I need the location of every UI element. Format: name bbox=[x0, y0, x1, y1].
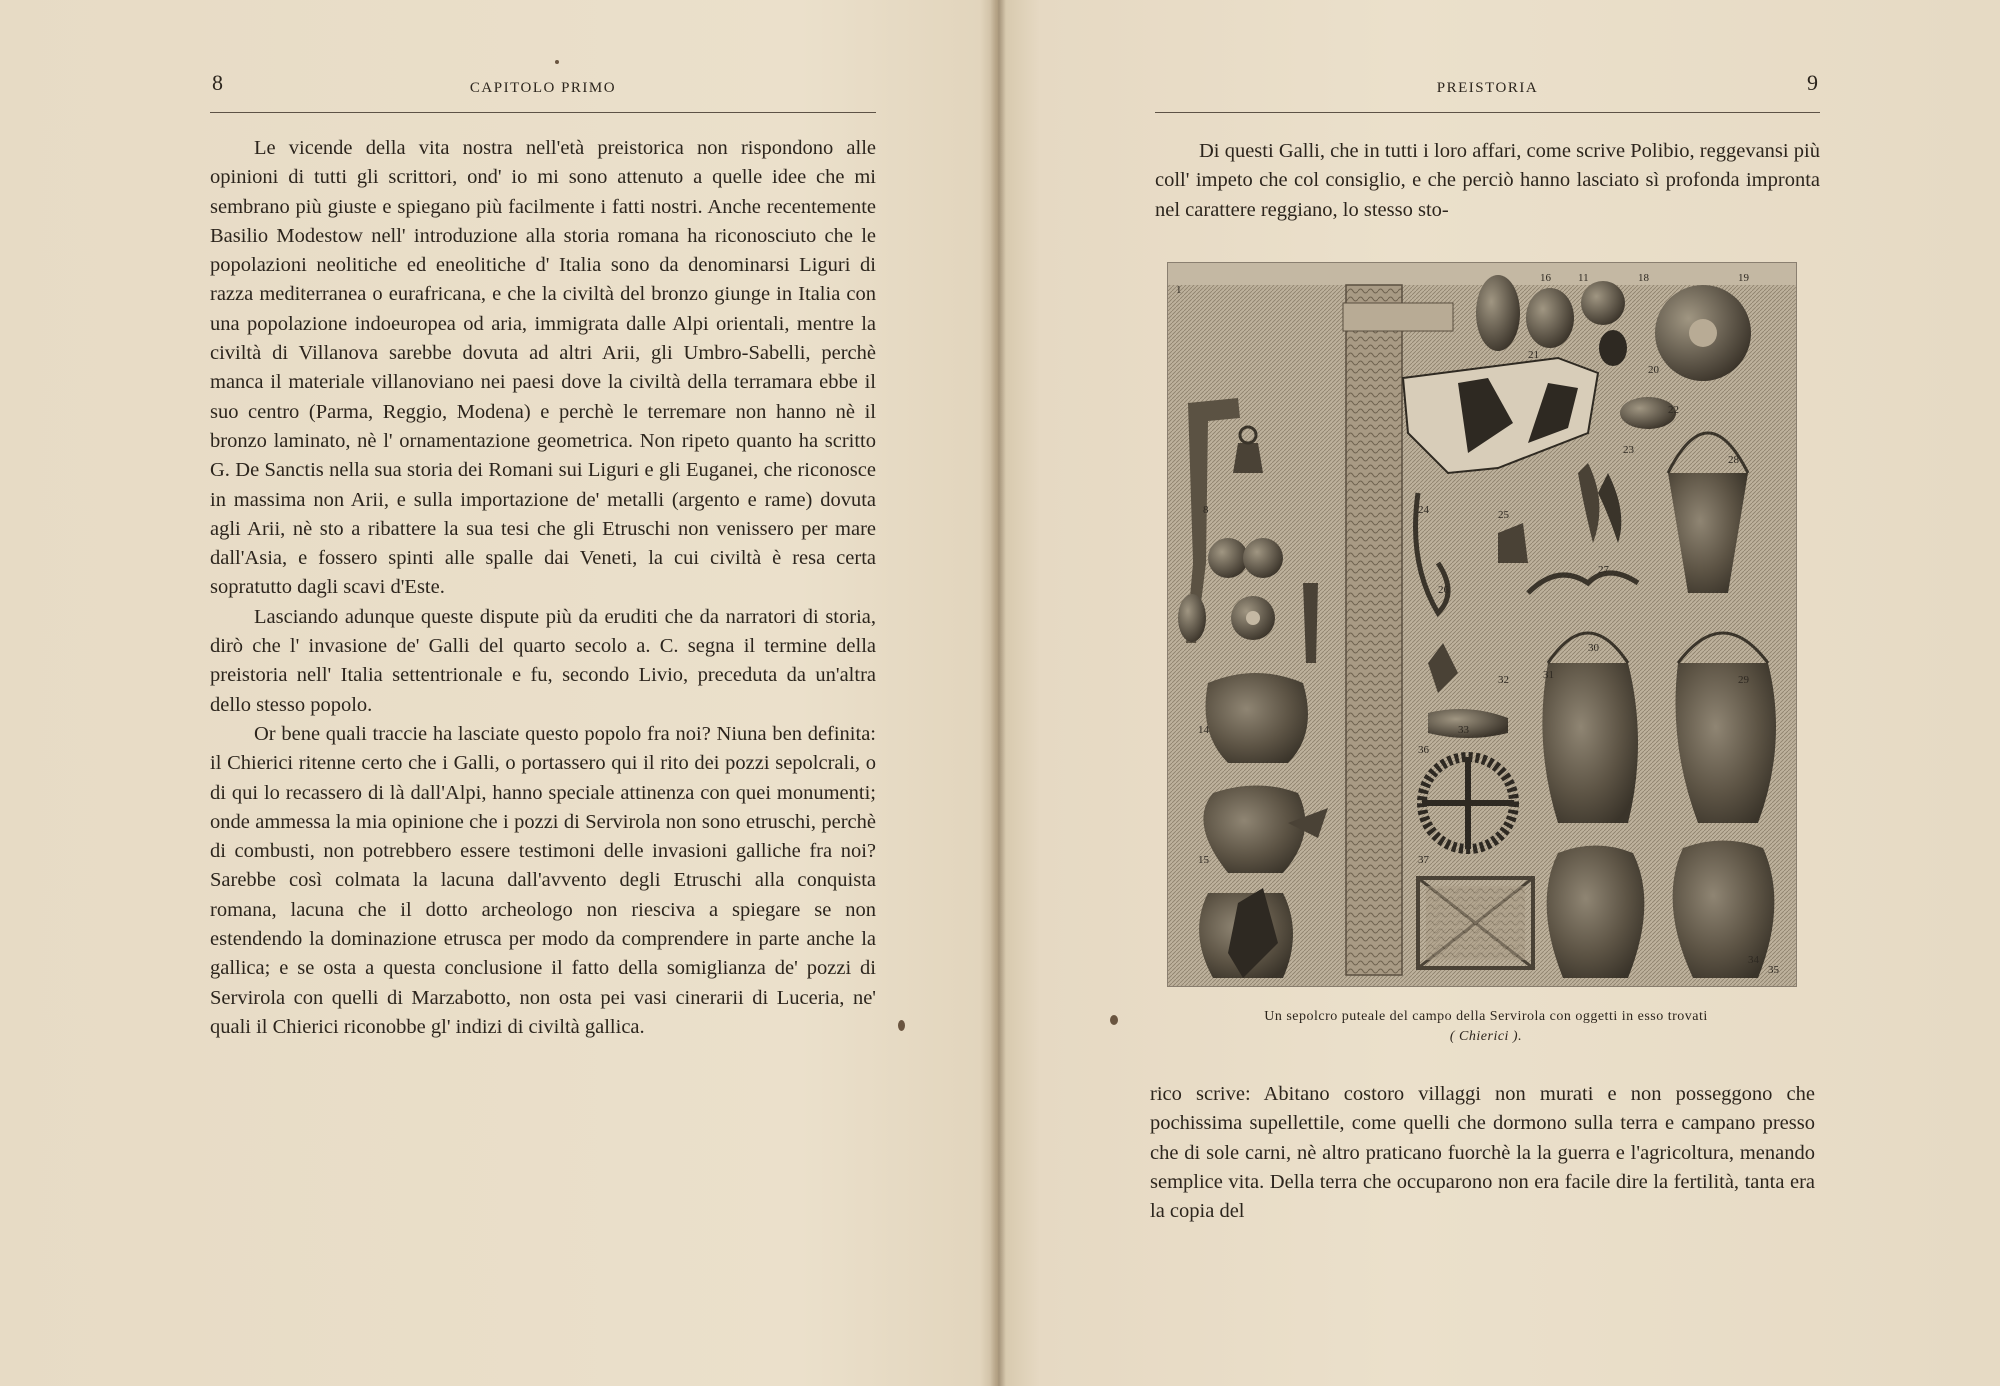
figure-number-label: 22 bbox=[1668, 404, 1679, 416]
artifact-illustration bbox=[1168, 263, 1796, 986]
figure-number-label: 29 bbox=[1738, 674, 1749, 686]
figure-number-label: 16 bbox=[1540, 272, 1551, 284]
figure-plate bbox=[1167, 262, 1797, 987]
figure-number-label: 35 bbox=[1768, 964, 1779, 976]
figure-number-label: 1 bbox=[1176, 284, 1182, 296]
figure-number-label: 32 bbox=[1498, 674, 1509, 686]
figure-number-label: 18 bbox=[1638, 272, 1649, 284]
figure-number-label: 30 bbox=[1588, 642, 1599, 654]
figure-number-label: 36 bbox=[1418, 744, 1429, 756]
figure-number-label: 19 bbox=[1738, 272, 1749, 284]
paragraph: Lasciando adunque queste dispute più da eruditi che da narratori di storia, dirò che l' invasione de' Galli del quarto secolo a. C. segna il termine della preistoria nell' Italia settentrionale e fu, secondo Livio, preceduta da un'altra dello stesso popolo. bbox=[210, 605, 876, 716]
paragraph: Or bene quali traccie ha lasciate questo popolo fra noi? Niuna ben definita: il Chierici ritenne certo che i Galli, o portassero qui il rito dei pozzi sepolcrali, o di qui lo recassero di là dall'Alpi, hanno speciale attinenza con quei monumenti; onde ammessa la mia opinione che i pozzi di Servirola non sono etruschi, perchè di combusti, non potrebbero essere testimoni delle invasioni galliche fra noi? Sarebbe così colmata la lacuna dall'avvento degli Etruschi alla conquista romana, lacuna che il dotto archeologo non riesciva a spiegare se non estendendo la dominazione etrusca per modo da comprendere in parte anche la gallica; e se osta a questa conclusione il fatto della somiglianza de' pozzi di Servirola con quelli di Marzabotto, non osta pei vasi cinerarii di Luceria, ne' quali il Chierici riconobbe gl' indizi di civiltà gallica. bbox=[210, 722, 876, 1038]
running-head: PREISTORIA bbox=[1436, 80, 1539, 96]
figure-number-label: 31 bbox=[1543, 669, 1554, 681]
figure-number-label: 24 bbox=[1418, 504, 1429, 516]
figure-number-label: 26 bbox=[1438, 584, 1449, 596]
figure-number-label: 33 bbox=[1458, 724, 1469, 736]
figure-number-label: 28 bbox=[1728, 454, 1739, 466]
figure-number-label: 11 bbox=[1578, 272, 1589, 284]
paper-speck bbox=[1110, 1015, 1118, 1025]
right-page-header bbox=[1155, 68, 1820, 113]
paper-speck bbox=[898, 1020, 905, 1031]
page-number: 8 bbox=[212, 70, 223, 95]
paper-speck bbox=[555, 60, 559, 64]
page-number: 9 bbox=[1807, 70, 1818, 95]
paragraph: Le vicende della vita nostra nell'età preistorica non rispondono alle opinioni di tutti gli scrittori, ond' io mi sono attenuto a quelle idee che mi sembrano più giuste e spiegano più facilmente i fatti nostri. Anche recentemente Basilio Modestow nell' introduzione alla storia romana ha riconosciuto che le popolazioni neolitiche ed eneolitiche d' Italia sono da denominarsi Liguri di razza mediterranea o eurafricana, e che la civiltà del bronzo giunge in Italia con una popolazione indoeuropea od aria, immigrata dalle Alpi orientali, mentre la civiltà di Villanova sarebbe dovuta ad altri Arii, gli Umbro-Sabelli, perchè manca il materiale villanoviano nei paesi dove la civiltà della terramara ebbe il suo centro (Parma, Reggio, Modena) e perchè le terremare non hanno nè il bronzo laminato, nè l' ornamentazione geometrica. Non ripeto quanto ha scritto G. De Sanctis nella sua storia dei Romani sui Liguri e gli Euganei, che riconosce in massima non Arii, e sulla importazione de' metalli (argento e rame) dovuta agli Arii, nè sto a ribattere la sua tesi che gli Etruschi non venissero per mare dall'Asia, e fossero spinti alle spalle dai Veneti, la cui civiltà è resa certa sopratutto dagli scavi d'Este. bbox=[210, 137, 876, 599]
caption-author: ( Chierici ). bbox=[1449, 1029, 1523, 1044]
figure-number-label: 37 bbox=[1418, 854, 1429, 866]
figure-number-label: 14 bbox=[1198, 724, 1209, 736]
figure-caption bbox=[1180, 1007, 1792, 1047]
left-page-body bbox=[210, 134, 876, 1042]
running-head: CAPITOLO PRIMO bbox=[469, 80, 617, 96]
figure-number-label: 23 bbox=[1623, 444, 1634, 456]
left-page bbox=[0, 0, 996, 1386]
figure-number-label: 21 bbox=[1528, 349, 1539, 361]
paragraph: rico scrive: Abitano costoro villaggi non murati e non posseggono che pochissima supellettile, come quelli che dormono sulla terra e campano presso che di sole carni, nè altro praticano fuorchè la la guerra e l'agricoltura, menando semplice vita. Della terra che occuparono non era facile dire la fertilità, tanta era la copia del bbox=[1150, 1083, 1815, 1223]
figure-number-label: 25 bbox=[1498, 509, 1509, 521]
left-page-header bbox=[210, 68, 876, 113]
figure-number-label: 20 bbox=[1648, 364, 1659, 376]
caption-text: Un sepolcro puteale del campo della Servirola con oggetti in esso trovati bbox=[1264, 1009, 1708, 1024]
right-page-body-bottom bbox=[1150, 1080, 1815, 1226]
paragraph: Di questi Galli, che in tutti i loro affari, come scrive Polibio, reggevansi più coll' impeto che col consiglio, e che perciò hanno lasciato sì profonda impronta nel carattere reggiano, lo stesso sto- bbox=[1155, 140, 1820, 221]
figure-number-label: 8 bbox=[1203, 504, 1209, 516]
figure-number-label: 15 bbox=[1198, 854, 1209, 866]
figure-number-label: 34 bbox=[1748, 954, 1759, 966]
figure-number-label: 27 bbox=[1598, 564, 1609, 576]
right-page-body-top bbox=[1155, 137, 1820, 225]
right-page bbox=[1000, 0, 2000, 1386]
